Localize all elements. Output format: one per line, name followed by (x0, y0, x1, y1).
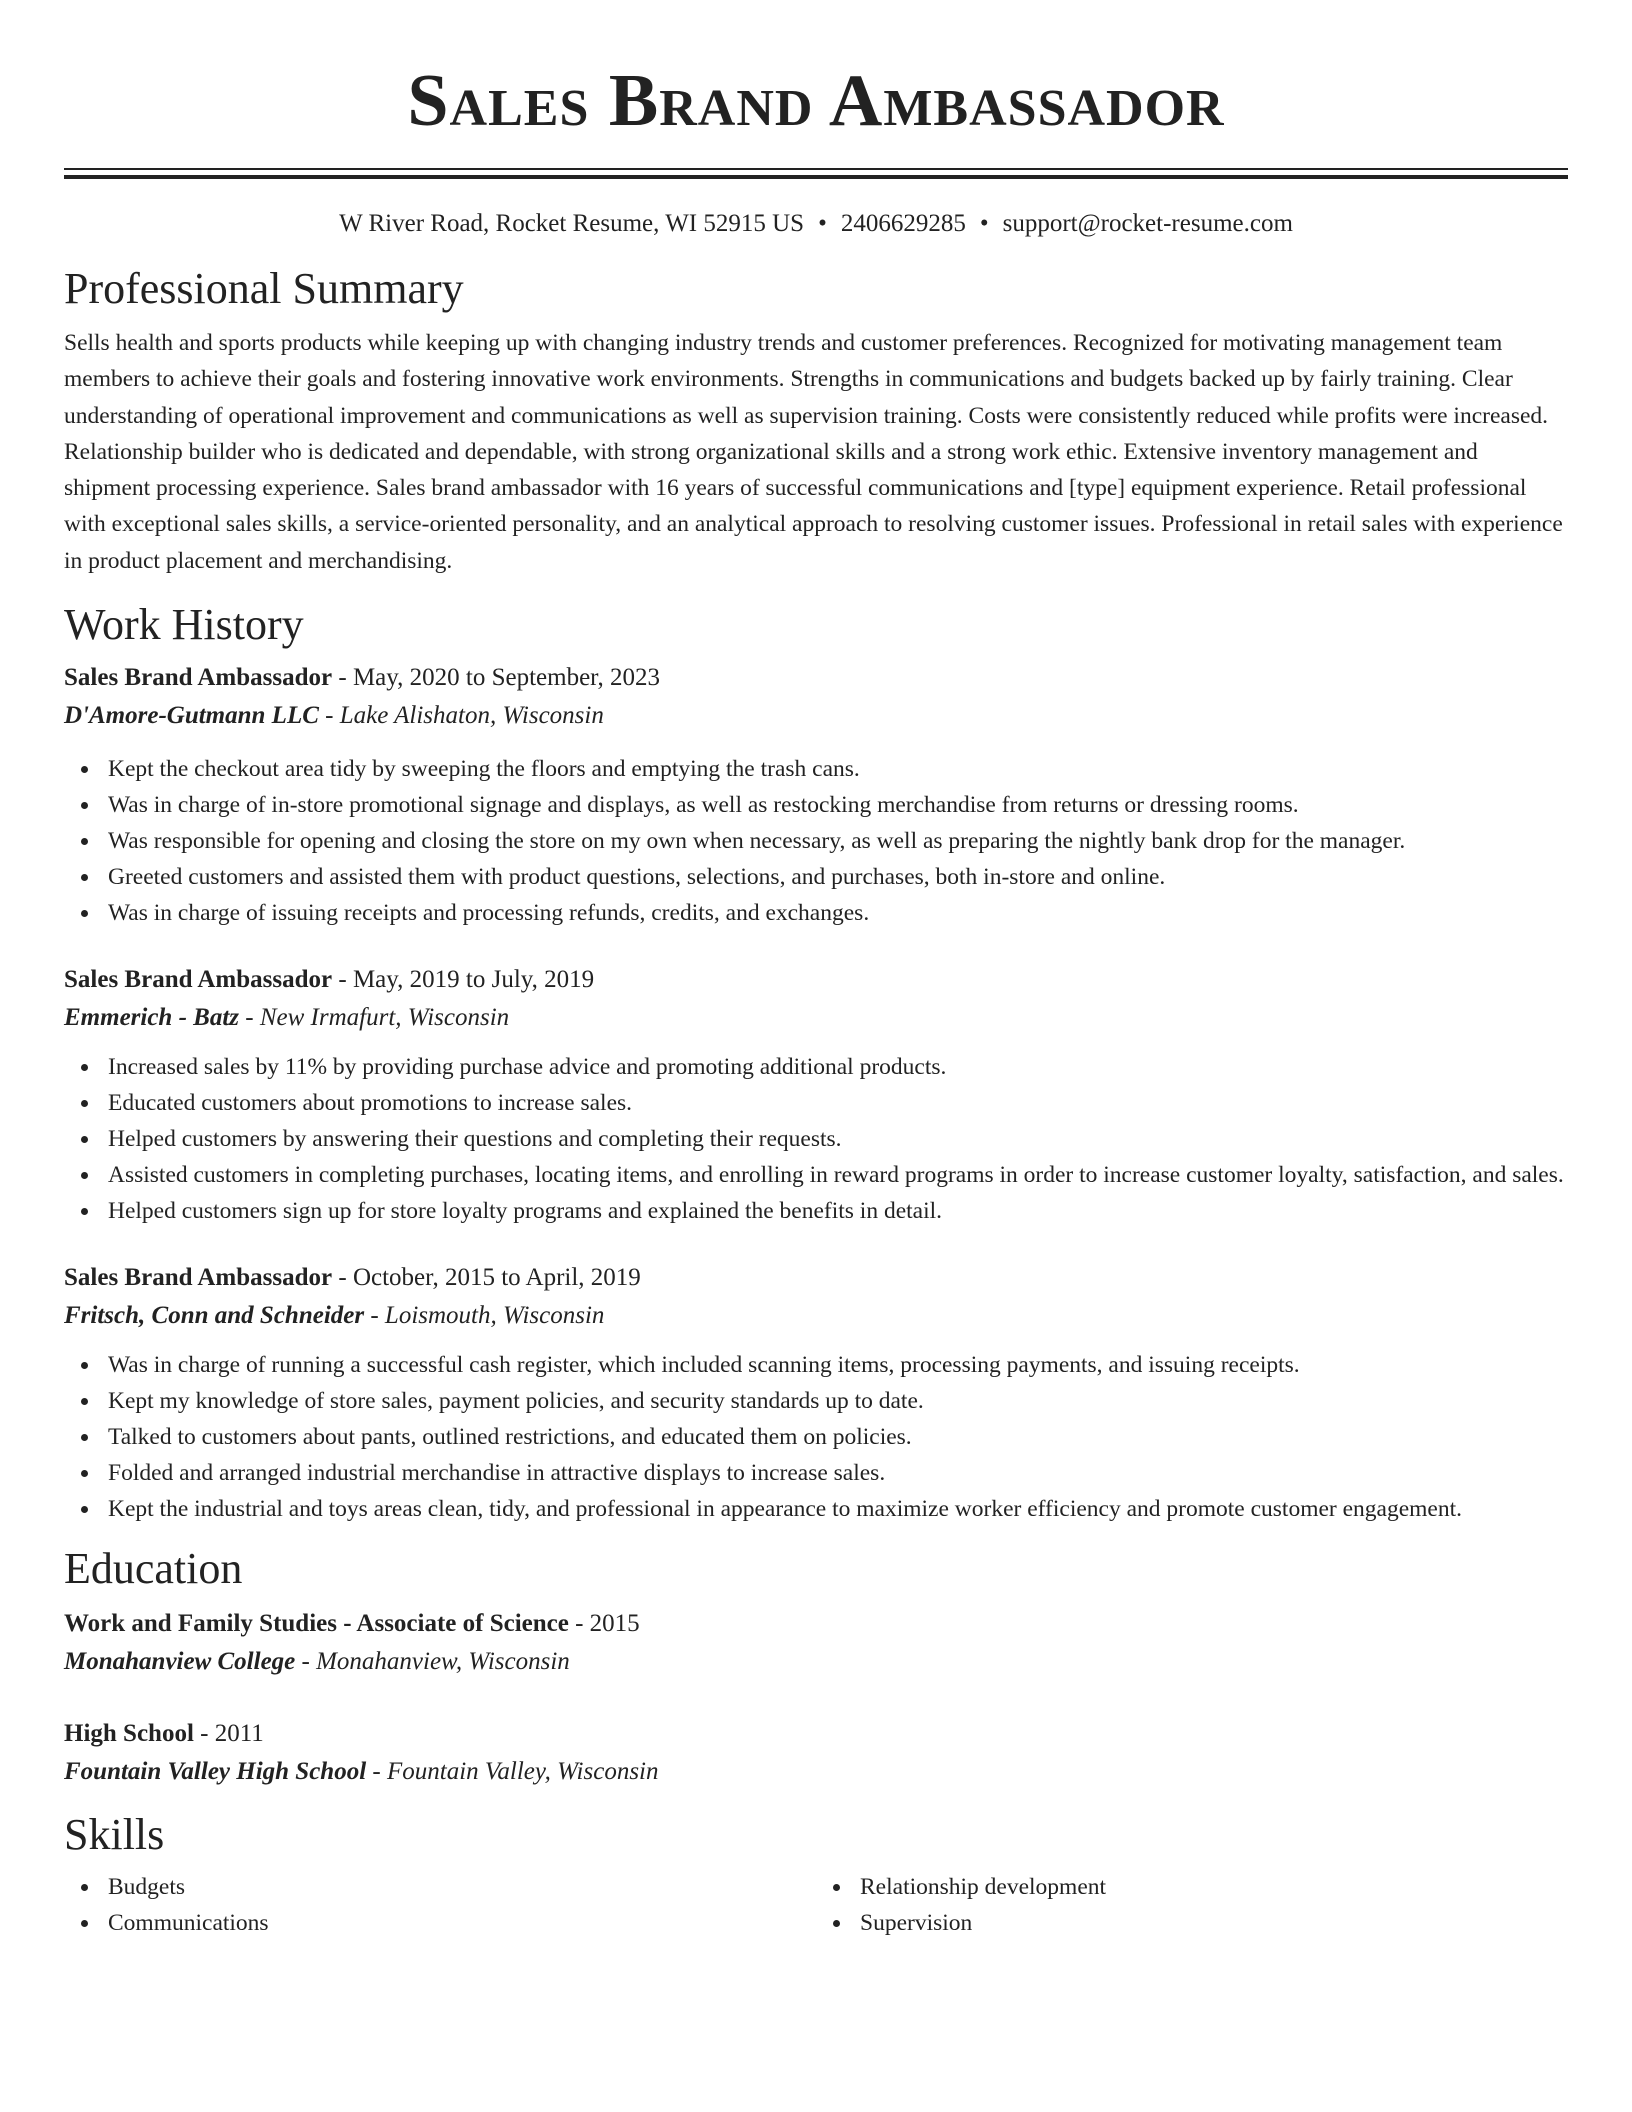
education-school: Monahanview College (64, 1648, 296, 1676)
skills-list (64, 1869, 1568, 1941)
education-header (64, 1605, 1568, 1643)
job-duty: Was responsible for opening and closing the store on my own when necessary, as well as preparing the nightly bank drop for the manager. (108, 823, 1568, 859)
section-heading-skills: Skills (64, 1810, 165, 1860)
job-entry (64, 659, 1568, 931)
job-title: Sales Brand Ambassador (64, 1264, 333, 1292)
education-header (64, 1715, 1568, 1753)
job-company: Emmerich - Batz (64, 1004, 240, 1032)
contact-address: W River Road, Rocket Resume, WI 52915 US (339, 210, 805, 237)
job-duty: Educated customers about promotions to increase sales. (108, 1085, 1568, 1121)
section-heading-education: Education (64, 1544, 243, 1594)
education-degree: Work and Family Studies - Associate of Science (64, 1610, 569, 1638)
education-year: - 2011 (193, 1720, 264, 1748)
job-dates: - May, 2019 to July, 2019 (332, 966, 595, 994)
education-school-line (64, 1753, 1568, 1791)
job-entry (64, 961, 1568, 1229)
education-school-line (64, 1643, 1568, 1681)
job-dates: - October, 2015 to April, 2019 (332, 1264, 641, 1292)
job-duty: Was in charge of in-store promotional signage and displays, as well as restocking merchandise from returns or dressing rooms. (108, 787, 1568, 823)
job-duties (64, 1347, 1568, 1527)
education-location: - Monahanview, Wisconsin (295, 1648, 570, 1676)
job-dates: - May, 2020 to September, 2023 (332, 664, 661, 692)
divider-thick-line (64, 175, 1568, 179)
contact-phone: 2406629285 (840, 210, 966, 237)
section-heading-summary: Professional Summary (64, 264, 464, 313)
summary-text: Sells health and sports products while keeping up with changing industry trends and customer preferences. Recognized for motivating management team members to achieve their goals and fostering innovative work environments. Strengths in communications and budgets backed up by fairly training. Clear understanding of operational improvement and communications as well as supervision training. Costs were consistently reduced while profits were increased. Relationship builder who is dedicated and dependable, with strong organizational skills and a strong work ethic. Extensive inventory management and shipment processing experience. Sales brand ambassador with 16 years of successful communications and [type] equipment experience. Retail professional with exceptional sales skills, a service-oriented personality, and an analytical approach to resolving customer issues. Professional in retail sales with experience in product placement and merchandising. (64, 330, 1563, 574)
job-duties (64, 751, 1568, 931)
job-employer (64, 1297, 1568, 1335)
education-school: Fountain Valley High School (64, 1758, 367, 1786)
header-divider (64, 168, 1568, 178)
job-duty: Helped customers by answering their questions and completing their requests. (108, 1121, 1568, 1157)
job-duty: Was in charge of running a successful cash register, which included scanning items, processing payments, and issuing receipts. (108, 1347, 1568, 1383)
education-year: - 2015 (568, 1610, 640, 1638)
job-header (64, 659, 1568, 697)
job-entry (64, 1259, 1568, 1527)
education-location: - Fountain Valley, Wisconsin (366, 1758, 659, 1786)
skill-item: Supervision (860, 1905, 1568, 1941)
job-duty: Kept the industrial and toys areas clean, tidy, and professional in appearance to maximize worker efficiency and promote customer engagement. (108, 1491, 1568, 1527)
divider-thin-line (64, 168, 1568, 170)
job-location: - Loismouth, Wisconsin (364, 1302, 605, 1330)
job-duty: Increased sales by 11% by providing purchase advice and promoting additional products. (108, 1049, 1568, 1085)
section-heading-work-history: Work History (64, 600, 304, 650)
candidate-name: Sales Brand Ambassador (407, 60, 1225, 142)
job-title: Sales Brand Ambassador (64, 664, 333, 692)
job-header (64, 961, 1568, 999)
contact-email: support@rocket-resume.com (1002, 210, 1293, 237)
job-duty: Assisted customers in completing purchases, locating items, and enrolling in reward programs in order to increase customer loyalty, satisfaction, and sales. (108, 1157, 1568, 1193)
job-duty: Was in charge of issuing receipts and processing refunds, credits, and exchanges. (108, 895, 1568, 931)
job-duties (64, 1049, 1568, 1229)
education-entry (64, 1715, 1568, 1791)
job-company: Fritsch, Conn and Schneider (64, 1302, 365, 1330)
job-duty: Kept the checkout area tidy by sweeping the floors and emptying the trash cans. (108, 751, 1568, 787)
job-duty: Kept my knowledge of store sales, payment policies, and security standards up to date. (108, 1383, 1568, 1419)
contact-separator: • (818, 210, 827, 237)
job-duty: Helped customers sign up for store loyalty programs and explained the benefits in detail. (108, 1193, 1568, 1229)
education-degree: High School (64, 1720, 194, 1748)
job-employer (64, 697, 1568, 735)
education-entry (64, 1605, 1568, 1681)
skill-item: Relationship development (860, 1869, 1568, 1905)
job-duty: Greeted customers and assisted them with product questions, selections, and purchases, both in-store and online. (108, 859, 1568, 895)
job-duty: Folded and arranged industrial merchandise in attractive displays to increase sales. (108, 1455, 1568, 1491)
job-employer (64, 999, 1568, 1037)
job-duty: Talked to customers about pants, outlined restrictions, and educated them on policies. (108, 1419, 1568, 1455)
job-company: D'Amore-Gutmann LLC (64, 702, 319, 730)
contact-line (64, 208, 1568, 240)
job-location: - New Irmafurt, Wisconsin (239, 1004, 510, 1032)
job-header (64, 1259, 1568, 1297)
skill-item: Budgets (108, 1869, 816, 1905)
skills-column-right (816, 1869, 1568, 1941)
skill-item: Communications (108, 1905, 816, 1941)
job-location: - Lake Alishaton, Wisconsin (318, 702, 604, 730)
skills-column-left (64, 1869, 816, 1941)
contact-separator: • (979, 210, 989, 237)
job-title: Sales Brand Ambassador (64, 966, 333, 994)
